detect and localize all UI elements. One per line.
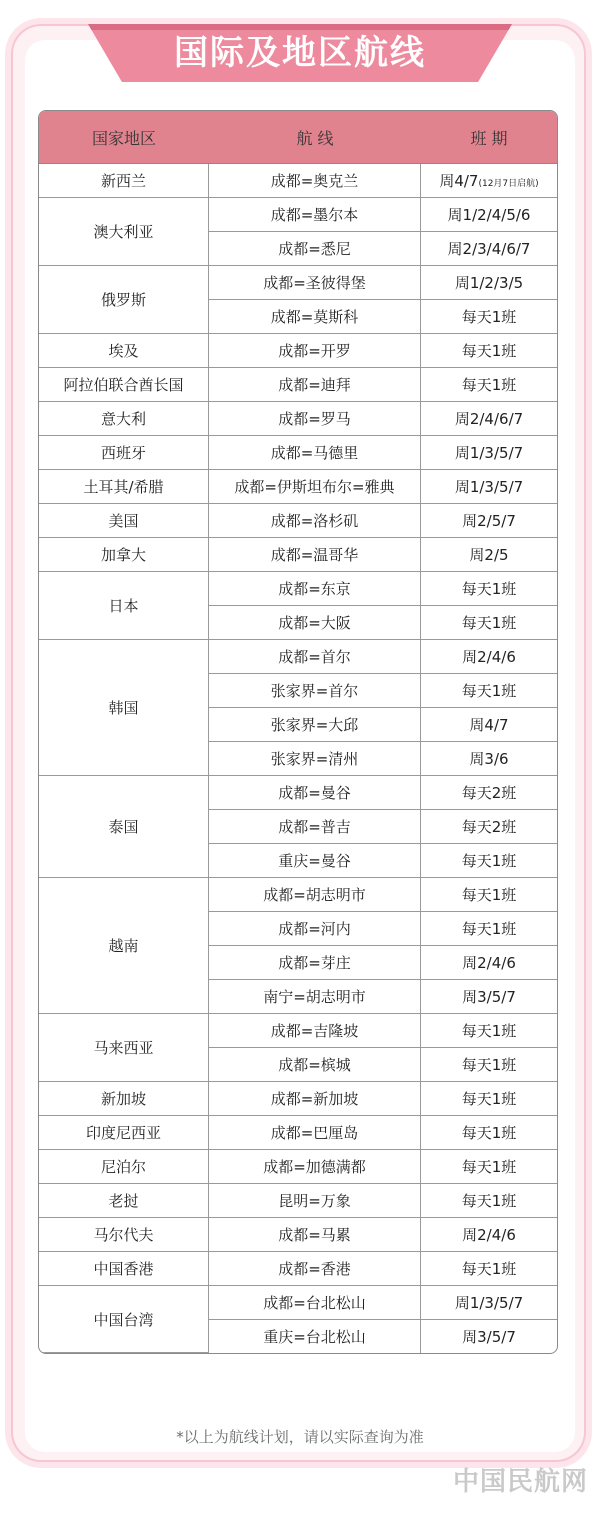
- schedule-text: 每天1班: [461, 1124, 517, 1142]
- schedule-text: 每天1班: [461, 1158, 517, 1176]
- table-row: [39, 1252, 557, 1286]
- schedule-cell: [421, 1218, 557, 1252]
- route-cell: 成都=大阪: [209, 606, 421, 640]
- schedule-text: 周1/3/5/7: [454, 444, 524, 462]
- country-cell: 日本: [39, 572, 209, 640]
- schedule-text: 周2/4/6/7: [454, 410, 524, 428]
- schedule-note: (12月7日启航): [478, 179, 539, 189]
- table-row: [39, 538, 557, 572]
- route-cell: 成都=台北松山: [209, 1286, 421, 1320]
- route-cell: 成都=加德满都: [209, 1150, 421, 1184]
- table-row: [39, 436, 557, 470]
- route-cell: 成都=槟城: [209, 1048, 421, 1082]
- schedule-cell: [421, 1184, 557, 1218]
- route-cell: 成都=圣彼得堡: [209, 266, 421, 300]
- route-cell: 成都=罗马: [209, 402, 421, 436]
- table-row: [39, 198, 557, 232]
- schedule-cell: [421, 708, 557, 742]
- schedule-cell: [421, 1252, 557, 1286]
- schedule-text: 每天1班: [461, 920, 517, 938]
- schedule-text: 每天1班: [461, 1022, 517, 1040]
- route-cell: 重庆=曼谷: [209, 844, 421, 878]
- schedule-text: 每天1班: [461, 886, 517, 904]
- schedule-text: 周3/6: [469, 750, 509, 768]
- country-cell: 印度尼西亚: [39, 1116, 209, 1150]
- route-cell: 成都=普吉: [209, 810, 421, 844]
- schedule-cell: [421, 810, 557, 844]
- country-cell: 韩国: [39, 640, 209, 776]
- table-row: [39, 334, 557, 368]
- schedule-cell: [421, 198, 557, 232]
- schedule-cell: [421, 912, 557, 946]
- schedule-text: 每天1班: [461, 682, 517, 700]
- schedule-text: 周1/2/3/5: [454, 274, 524, 292]
- header-country: 国家地区: [39, 111, 209, 164]
- schedule-text: 周2/4/6: [462, 1226, 516, 1244]
- table-row: [39, 1014, 557, 1048]
- schedule-text: 周1/3/5/7: [454, 1294, 524, 1312]
- table-row: [39, 640, 557, 674]
- route-cell: 张家界=清州: [209, 742, 421, 776]
- schedule-text: 每天1班: [461, 1192, 517, 1210]
- schedule-cell: [421, 606, 557, 640]
- route-cell: 成都=新加坡: [209, 1082, 421, 1116]
- table-row: [39, 1082, 557, 1116]
- country-cell: 西班牙: [39, 436, 209, 470]
- route-cell: 成都=首尔: [209, 640, 421, 674]
- schedule-text: 周2/4/6: [462, 648, 516, 666]
- country-cell: 越南: [39, 878, 209, 1014]
- route-table: [38, 110, 558, 1354]
- header-schedule: 班 期: [421, 111, 557, 164]
- route-cell: 重庆=台北松山: [209, 1320, 421, 1353]
- schedule-text: 周4/7: [469, 716, 509, 734]
- schedule-cell: [421, 1320, 557, 1353]
- country-cell: 马尔代夫: [39, 1218, 209, 1252]
- table-header-row: [39, 111, 557, 164]
- schedule-text: 周1/2/4/5/6: [447, 206, 531, 224]
- schedule-text: 周2/4/6: [462, 954, 516, 972]
- schedule-cell: [421, 776, 557, 810]
- table-row: [39, 878, 557, 912]
- country-cell: 泰国: [39, 776, 209, 878]
- route-cell: 成都=马累: [209, 1218, 421, 1252]
- schedule-text: 周2/3/4/6/7: [447, 240, 531, 258]
- schedule-text: 每天1班: [461, 376, 517, 394]
- schedule-text: 每天1班: [461, 1260, 517, 1278]
- schedule-text: 每天1班: [461, 852, 517, 870]
- schedule-text: 每天2班: [461, 784, 517, 802]
- table-row: [39, 164, 557, 198]
- schedule-text: 每天1班: [461, 342, 517, 360]
- schedule-cell: [421, 980, 557, 1014]
- schedule-text: 每天1班: [461, 308, 517, 326]
- schedule-cell: [421, 232, 557, 266]
- schedule-cell: [421, 504, 557, 538]
- country-cell: 马来西亚: [39, 1014, 209, 1082]
- schedule-text: 每天2班: [461, 818, 517, 836]
- country-cell: 美国: [39, 504, 209, 538]
- schedule-text: 周3/5/7: [462, 1328, 516, 1346]
- schedule-text: 每天1班: [461, 580, 517, 598]
- schedule-cell: [421, 844, 557, 878]
- schedule-cell: [421, 1082, 557, 1116]
- table-row: [39, 572, 557, 606]
- schedule-cell: [421, 1150, 557, 1184]
- schedule-text: 周4/7: [439, 172, 479, 190]
- schedule-cell: [421, 164, 557, 198]
- schedule-cell: [421, 742, 557, 776]
- schedule-cell: [421, 1048, 557, 1082]
- route-cell: 成都=马德里: [209, 436, 421, 470]
- schedule-text: 每天1班: [461, 1056, 517, 1074]
- schedule-cell: [421, 1286, 557, 1320]
- schedule-cell: [421, 878, 557, 912]
- route-cell: 成都=胡志明市: [209, 878, 421, 912]
- route-cell: 成都=悉尼: [209, 232, 421, 266]
- route-cell: 成都=河内: [209, 912, 421, 946]
- schedule-cell: [421, 1116, 557, 1150]
- schedule-text: 周1/3/5/7: [454, 478, 524, 496]
- country-cell: 中国香港: [39, 1252, 209, 1286]
- route-cell: 成都=东京: [209, 572, 421, 606]
- route-table-body: [39, 164, 557, 1353]
- schedule-cell: [421, 538, 557, 572]
- table-row: [39, 1116, 557, 1150]
- route-cell: 成都=奥克兰: [209, 164, 421, 198]
- country-cell: 俄罗斯: [39, 266, 209, 334]
- route-cell: 成都=洛杉矶: [209, 504, 421, 538]
- route-cell: 成都=香港: [209, 1252, 421, 1286]
- route-cell: 成都=吉隆坡: [209, 1014, 421, 1048]
- table-row: [39, 1286, 557, 1320]
- route-cell: 成都=伊斯坦布尔=雅典: [209, 470, 421, 504]
- schedule-cell: [421, 436, 557, 470]
- header-route: 航 线: [209, 111, 421, 164]
- schedule-text: 周3/5/7: [462, 988, 516, 1006]
- schedule-text: 周2/5/7: [462, 512, 516, 530]
- schedule-cell: [421, 368, 557, 402]
- country-cell: 澳大利亚: [39, 198, 209, 266]
- schedule-cell: [421, 1014, 557, 1048]
- country-cell: 中国台湾: [39, 1286, 209, 1353]
- country-cell: 阿拉伯联合酋长国: [39, 368, 209, 402]
- schedule-cell: [421, 300, 557, 334]
- route-cell: 成都=芽庄: [209, 946, 421, 980]
- route-cell: 成都=墨尔本: [209, 198, 421, 232]
- schedule-cell: [421, 572, 557, 606]
- schedule-text: 每天1班: [461, 1090, 517, 1108]
- table-row: [39, 470, 557, 504]
- schedule-cell: [421, 334, 557, 368]
- route-cell: 昆明=万象: [209, 1184, 421, 1218]
- table-row: [39, 1150, 557, 1184]
- country-cell: 土耳其/希腊: [39, 470, 209, 504]
- schedule-text: 每天1班: [461, 614, 517, 632]
- route-cell: 成都=迪拜: [209, 368, 421, 402]
- table-row: [39, 1218, 557, 1252]
- country-cell: 新加坡: [39, 1082, 209, 1116]
- schedule-cell: [421, 640, 557, 674]
- schedule-cell: [421, 946, 557, 980]
- table-row: [39, 368, 557, 402]
- schedule-cell: [421, 470, 557, 504]
- table-row: [39, 1184, 557, 1218]
- country-cell: 老挝: [39, 1184, 209, 1218]
- route-cell: 张家界=首尔: [209, 674, 421, 708]
- country-cell: 加拿大: [39, 538, 209, 572]
- table-row: [39, 402, 557, 436]
- table-row: [39, 504, 557, 538]
- schedule-cell: [421, 674, 557, 708]
- route-cell: 成都=开罗: [209, 334, 421, 368]
- footnote: *以上为航线计划，请以实际查询为准: [176, 1428, 424, 1446]
- country-cell: 埃及: [39, 334, 209, 368]
- schedule-cell: [421, 402, 557, 436]
- watermark-logo: 中国民航网: [452, 1467, 588, 1497]
- schedule-cell: [421, 266, 557, 300]
- country-cell: 尼泊尔: [39, 1150, 209, 1184]
- route-cell: 成都=莫斯科: [209, 300, 421, 334]
- route-cell: 成都=曼谷: [209, 776, 421, 810]
- table-row: [39, 776, 557, 810]
- route-cell: 张家界=大邱: [209, 708, 421, 742]
- schedule-text: 周2/5: [469, 546, 509, 564]
- route-cell: 南宁=胡志明市: [209, 980, 421, 1014]
- country-cell: 新西兰: [39, 164, 209, 198]
- table-row: [39, 266, 557, 300]
- route-cell: 成都=温哥华: [209, 538, 421, 572]
- route-cell: 成都=巴厘岛: [209, 1116, 421, 1150]
- country-cell: 意大利: [39, 402, 209, 436]
- page-title: 国际及地区航线: [174, 33, 426, 73]
